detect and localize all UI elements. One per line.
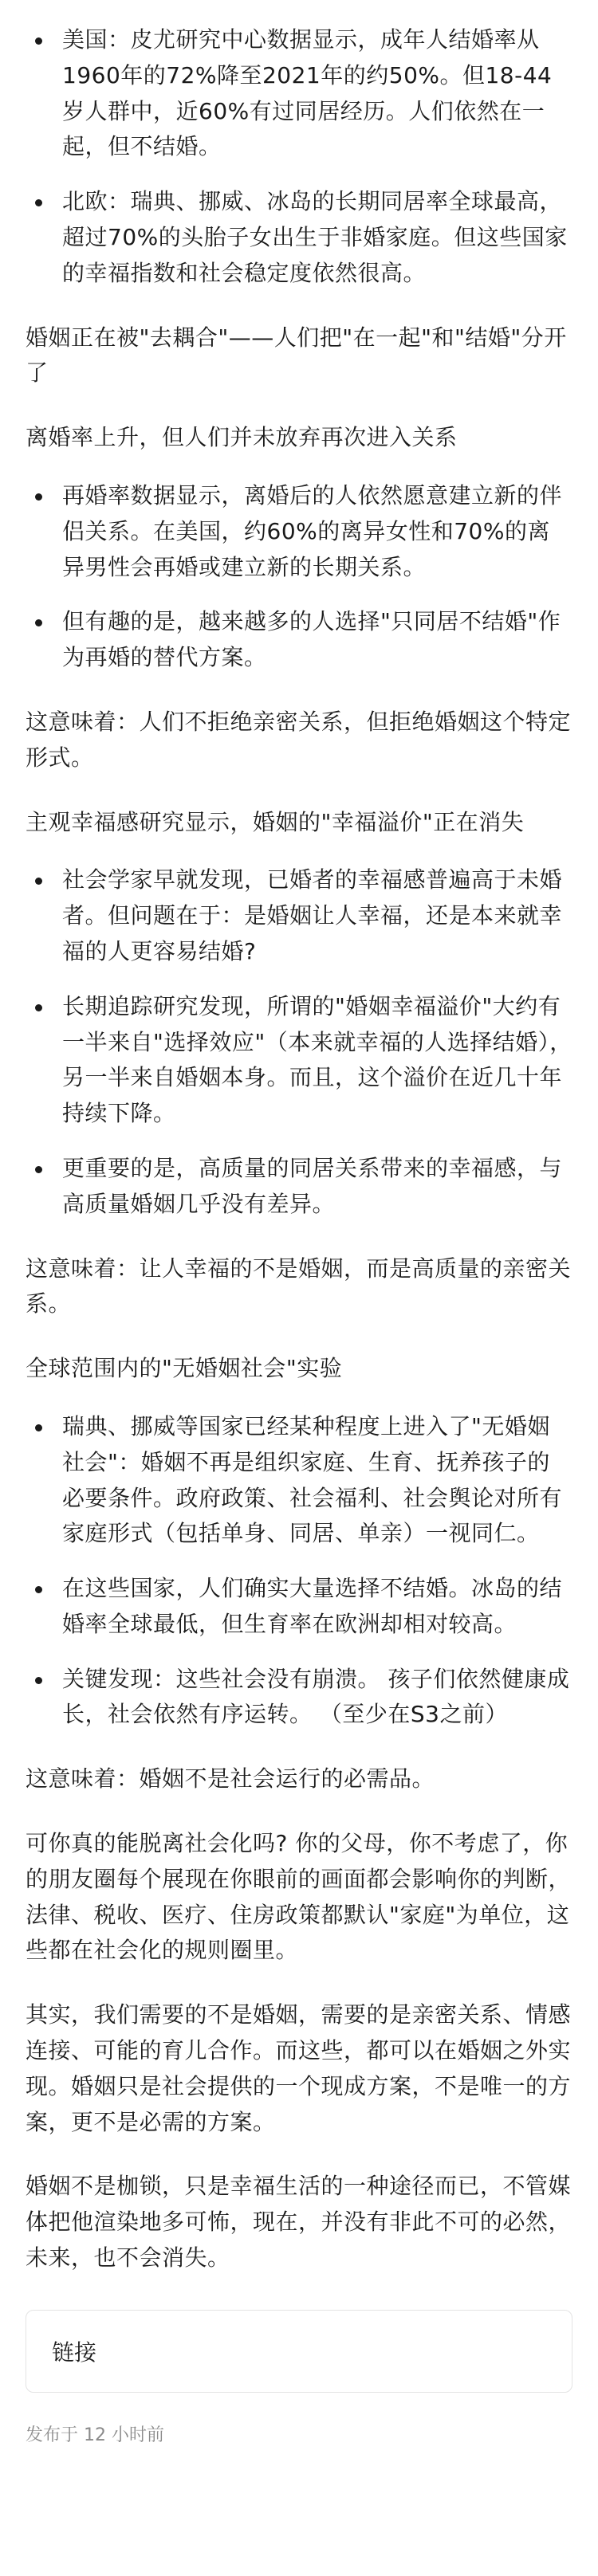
list-item-text: 更重要的是，高质量的同居关系带来的幸福感，与高质量婚姻几乎没有差异。 [62,1154,563,1217]
list-item-text: 在这些国家，人们确实大量选择不结婚。冰岛的结婚率全球最低，但生育率在欧洲却相对较高。 [62,1575,563,1637]
bullet-dot [35,1424,42,1431]
bullet-dot [35,1004,42,1011]
paragraph: 这意味着：让人幸福的不是婚姻，而是高质量的亲密关系。 [26,1255,572,1317]
paragraph: 离婚率上升，但人们并未放弃再次进入关系 [26,424,458,451]
bullet-dot [35,199,42,206]
paragraph: 婚姻正在被"去耦合"——人们把"在一起"和"结婚"分开了 [26,324,567,387]
paragraph: 其实，我们需要的不是婚姻，需要的是亲密关系、情感连接、可能的育儿合作。而这些，都可以在婚姻之外实现。婚姻只是社会提供的一个现成方案，不是唯一的方案，更不是必需的方案。 [26,2001,572,2135]
list-item-text: 再婚率数据显示，离婚后的人依然愿意建立新的伴侣关系。在美国，约60%的离异女性和70%的离异男性会再婚或建立新的长期关系。 [62,481,563,580]
list-item [26,1662,572,1734]
list-item-text: 北欧：瑞典、挪威、冰岛的长期同居率全球最高，超过70%的头胎子女出生于非婚家庭。但这些国家的幸福指数和社会稳定度依然很高。 [62,188,568,286]
list-item [26,989,572,1132]
list-item [26,862,572,969]
bullet-list-happiness [26,862,572,1222]
paragraph: 全球范围内的"无婚姻社会"实验 [26,1355,343,1382]
link-card[interactable] [26,2310,572,2393]
list-item [26,1409,572,1552]
list-item-text: 长期追踪研究发现，所谓的"婚姻幸福溢价"大约有一半来自"选择效应"（本来就幸福的人选择结婚），另一半来自婚姻本身。而且，这个溢价在近几十年持续下降。 [62,992,572,1127]
bullet-dot [35,619,42,626]
bullet-dot [35,878,42,885]
link-card-label: 链接 [52,2338,97,2366]
list-item [26,22,572,165]
bullet-dot [35,37,42,45]
list-item-text: 瑞典、挪威等国家已经某种程度上进入了"无婚姻社会"：婚姻不再是组织家庭、生育、抚养孩子的必要条件。政府政策、社会福利、社会舆论对所有家庭形式（包括单身、同居、单亲）一视同仁。 [62,1412,563,1547]
list-item-text: 社会学家早就发现，已婚者的幸福感普遍高于未婚者。但问题在于：是婚姻让人幸福，还是本来就幸福的人更容易结婚? [62,866,563,964]
paragraph: 这意味着：婚姻不是社会运行的必需品。 [26,1765,435,1793]
list-item [26,478,572,585]
list-item [26,1151,572,1223]
list-item-text: 但有趣的是，越来越多的人选择"只同居不结婚"作为再婚的替代方案。 [62,608,561,671]
list-item [26,1571,572,1643]
bullet-dot [35,1677,42,1684]
paragraph: 婚姻不是枷锁，只是幸福生活的一种途径而已，不管媒体把他渲染地多可怖，现在，并没有非此不可的必然，未来，也不会消失。 [26,2173,572,2272]
bullet-list-remarriage [26,478,572,676]
paragraph: 可你真的能脱离社会化吗? 你的父母，你不考虑了，你的朋友圈每个展现在你眼前的画面都会影响你的判断，法律、税收、医疗、住房政策都默认"家庭"为单位，这些都在社会化的规则圈里。 [26,1830,572,1964]
list-item-text: 关键发现：这些社会没有崩溃。 孩子们依然健康成长，社会依然有序运转。 （至少在S3之前） [62,1665,570,1728]
bullet-list-no-marriage-society [26,1409,572,1733]
bullet-dot [35,1166,42,1173]
paragraph: 这意味着：人们不拒绝亲密关系，但拒绝婚姻这个特定形式。 [26,708,572,771]
publish-time: 发布于 12 小时前 [26,2425,164,2445]
bullet-dot [35,493,42,501]
article [0,22,598,2453]
list-item [26,184,572,291]
bullet-dot [35,1586,42,1593]
bullet-list-country-data [26,22,572,292]
paragraph: 主观幸福感研究显示，婚姻的"幸福溢价"正在消失 [26,808,525,835]
list-item [26,604,572,676]
list-item-text: 美国：皮尤研究中心数据显示，成年人结婚率从1960年的72%降至2021年的约50%。但18-44岁人群中，近60%有过同居经历。人们依然在一起，但不结婚。 [62,26,553,160]
